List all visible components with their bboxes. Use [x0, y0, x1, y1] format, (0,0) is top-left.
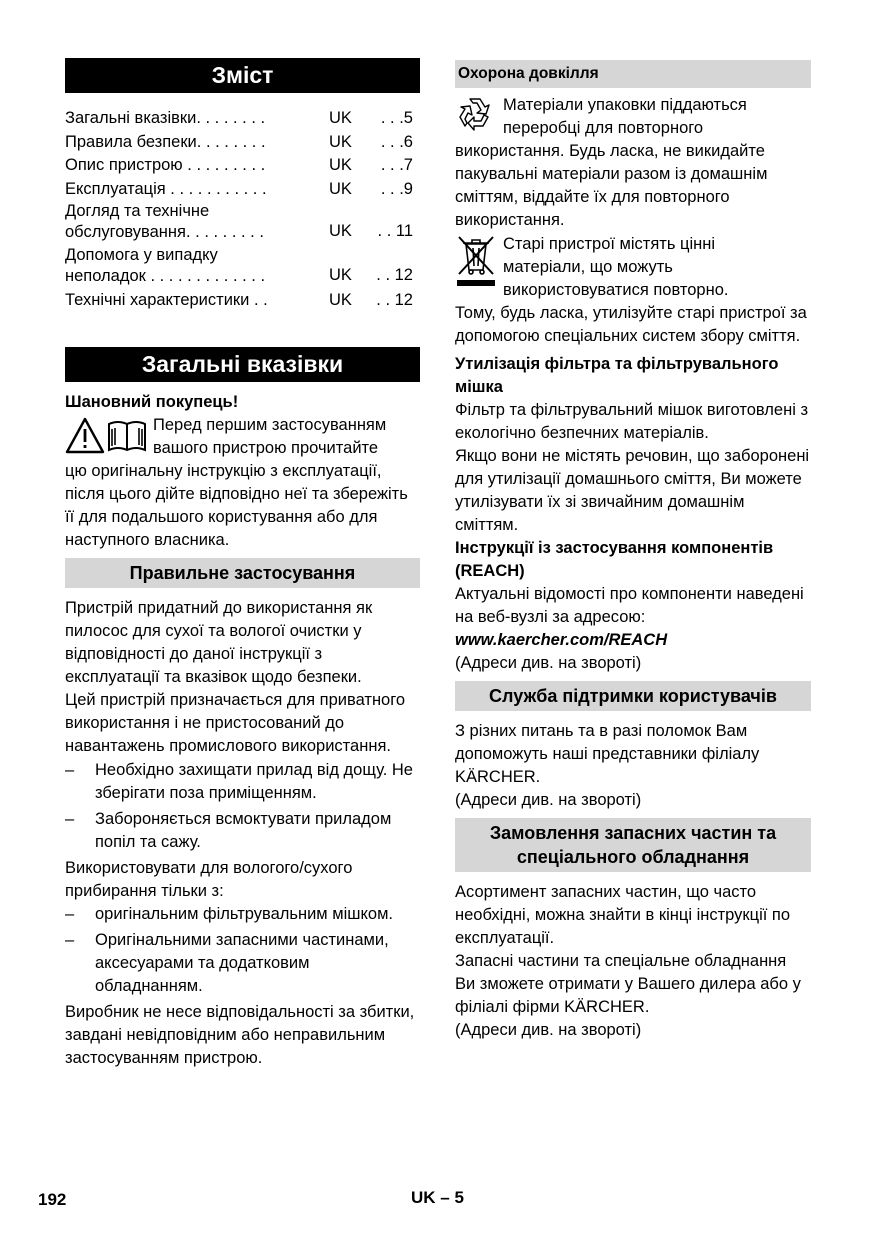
- support-heading: Служба підтримки користувачів: [455, 681, 811, 711]
- toc-entry-dots: . . . . . . . . . . . . .: [145, 267, 266, 285]
- table-of-contents: [65, 107, 420, 313]
- toc-entry-title: Опис пристрою: [65, 156, 183, 174]
- manual-book-icon: [109, 422, 145, 450]
- toc-entry-lang: UK: [329, 109, 352, 127]
- spare-parts-heading-line1: Замовлення запасних частин та: [489, 823, 777, 843]
- toc-entry-dots: . . . . . . . . .: [182, 156, 266, 174]
- toc-entry[interactable]: [65, 178, 420, 202]
- recycling-icon: [456, 95, 494, 131]
- old-devices-inline-3: використовуватися повторно.: [503, 281, 729, 299]
- intro-text: цю оригінальну інструкцію з експлуатації, після цього дійте відповідно неї та збережіть її для подальшого користування або для наступного власника.: [65, 461, 408, 549]
- toc-entry-page: . . 11: [377, 222, 413, 240]
- toc-entry-lang: UK: [329, 266, 352, 284]
- reach-text: Актуальні відомості про компоненти наведені на веб-вузлі за адресою:: [455, 585, 804, 626]
- crossed-bin-icon: [456, 234, 496, 292]
- toc-entry-dots: . . . . . . . .: [196, 132, 266, 151]
- reach-heading: Інструкції із застосування компонентів (REACH): [455, 539, 774, 580]
- old-devices-notice: [455, 233, 811, 348]
- spare-parts-text-2: Запасні частини та спеціальне обладнання Ви зможете отримати у Вашего дилера або у філіалі фірми KÄRCHER.: [455, 952, 801, 1016]
- toc-entry[interactable]: [65, 245, 420, 287]
- toc-entry-title: Технічні характеристики: [65, 291, 250, 309]
- toc-entry-title-line1: Догляд та технічне: [65, 202, 210, 220]
- list-item: – Необхідно захищати прилад від дощу. Не зберігати поза приміщенням.: [65, 760, 413, 802]
- filter-text-2: Якщо вони не містять речовин, що заборонені для утилізації домашнього сміття, Ви можете утилізувати їх зі звичайним домашнім сміттям.: [455, 447, 810, 534]
- list-item: – Забороняється всмоктувати приладом попіл та сажу.: [65, 809, 392, 851]
- warning-notice: [65, 414, 420, 552]
- toc-entry[interactable]: [65, 107, 420, 131]
- spare-parts-heading: [455, 818, 811, 872]
- spare-parts-heading-line2: спеціального обладнання: [516, 847, 750, 867]
- proper-use-para1: Пристрій придатний до використання як пилосос для сухої та вологої очистки у відповідності до даної інструкції з експлуатації та вказівок щодо безпеки.: [65, 598, 373, 686]
- filter-heading: Утилізація фільтра та фільтрувального мішка: [455, 355, 779, 396]
- toc-entry-title-line2: неполадок: [65, 267, 146, 285]
- reach-link[interactable]: www.kaercher.com/REACH: [455, 631, 668, 649]
- reach-note: (Адреси див. на звороті): [455, 654, 642, 672]
- toc-entry-page: . . 12: [376, 266, 413, 284]
- toc-entry-page: . . .7: [380, 156, 413, 174]
- filter-text-1: Фільтр та фільтрувальний мішок виготовлені з екологічно безпечних матеріалів.: [455, 401, 809, 442]
- spare-parts-text-1: Асортимент запасних частин, що часто необхідні, можна знайти в кінці інструкції по експлуатації.: [455, 883, 791, 947]
- old-devices-text: Тому, будь ласка, утилізуйте старі пристрої за допомогою спеціальних систем збору сміття.: [455, 304, 807, 345]
- old-devices-inline-2: матеріали, що можуть: [503, 258, 673, 276]
- packaging-notice: [455, 94, 811, 232]
- toc-entry-title: Загальні вказівки: [65, 109, 197, 127]
- support-text: З різних питань та в разі поломок Вам допоможуть наші представники філіалу KÄRCHER.: [455, 722, 760, 786]
- spare-parts-note: (Адреси див. на звороті): [455, 1021, 642, 1039]
- packaging-inline-2: переробці для повторного: [503, 119, 704, 137]
- environment-heading: Охорона довкілля: [455, 60, 811, 88]
- toc-entry-lang: UK: [329, 222, 352, 240]
- proper-use-para4: Виробник не несе відповідальності за збитки, завдані невідповідним або неправильним застосуванням пристрою.: [65, 1002, 415, 1067]
- packaging-text: використання. Будь ласка, не викидайте пакувальні матеріали разом із домашнім сміттям, віддайте їх для повторного використання.: [455, 142, 768, 229]
- toc-entry-dots: . . . . . . . . . . .: [165, 179, 267, 198]
- proper-use-heading: Правильне застосування: [65, 558, 420, 588]
- toc-entry-lang: UK: [329, 291, 352, 309]
- section-page-label: UK – 5: [411, 1188, 464, 1207]
- intro-inline-1: Перед першим застосуванням: [153, 415, 387, 434]
- toc-entry-page: . . 12: [376, 291, 413, 309]
- list-item: – Оригінальними запасними частинами, аксесуарами та додатковим обладнанням.: [65, 930, 389, 995]
- toc-entry-dots: . . . . . . . .: [196, 109, 266, 127]
- toc-entry-title-line1: Допомога у випадку: [65, 246, 218, 264]
- toc-entry-page: . . .9: [380, 179, 413, 198]
- toc-entry[interactable]: [65, 131, 420, 155]
- list-item: – оригінальним фільтрувальним мішком.: [65, 904, 393, 923]
- toc-heading: Зміст: [65, 58, 420, 93]
- toc-entry-title: Експлуатація: [65, 179, 166, 198]
- support-note: (Адреси див. на звороті): [455, 791, 642, 809]
- toc-entry[interactable]: [65, 154, 420, 178]
- toc-entry-lang: UK: [329, 132, 352, 151]
- old-devices-inline-1: Старі пристрої містять цінні: [503, 235, 716, 253]
- proper-use-para2: Цей пристрій призначається для приватного використання і не пристосований до навантажень промислового використання.: [65, 690, 406, 755]
- warning-icons: [65, 416, 149, 461]
- intro-inline-2: вашого пристрою прочитайте: [153, 438, 379, 457]
- toc-entry-title: Правила безпеки: [65, 132, 197, 151]
- general-heading: Загальні вказівки: [65, 347, 420, 382]
- proper-use-para3: Використовувати для вологого/сухого прибирання тільки з:: [65, 858, 353, 900]
- toc-entry-page: . . .6: [380, 132, 413, 151]
- toc-entry[interactable]: [65, 289, 420, 313]
- toc-entry-title-line2: обслуговування: [65, 223, 186, 241]
- toc-entry-lang: UK: [329, 156, 352, 174]
- toc-entry[interactable]: [65, 201, 420, 243]
- toc-entry-dots: . .: [249, 291, 268, 309]
- right-column: [455, 58, 811, 1042]
- toc-entry-page: . . .5: [380, 109, 413, 127]
- dear-customer: Шановний покупець!: [65, 392, 239, 411]
- toc-entry-dots: . . . . . . . . .: [185, 223, 264, 241]
- toc-entry-lang: UK: [329, 179, 352, 198]
- left-column: [65, 58, 420, 1070]
- packaging-inline-1: Матеріали упаковки піддаються: [503, 96, 747, 114]
- page-number: 192: [38, 1190, 67, 1209]
- warning-triangle-icon: [65, 416, 149, 456]
